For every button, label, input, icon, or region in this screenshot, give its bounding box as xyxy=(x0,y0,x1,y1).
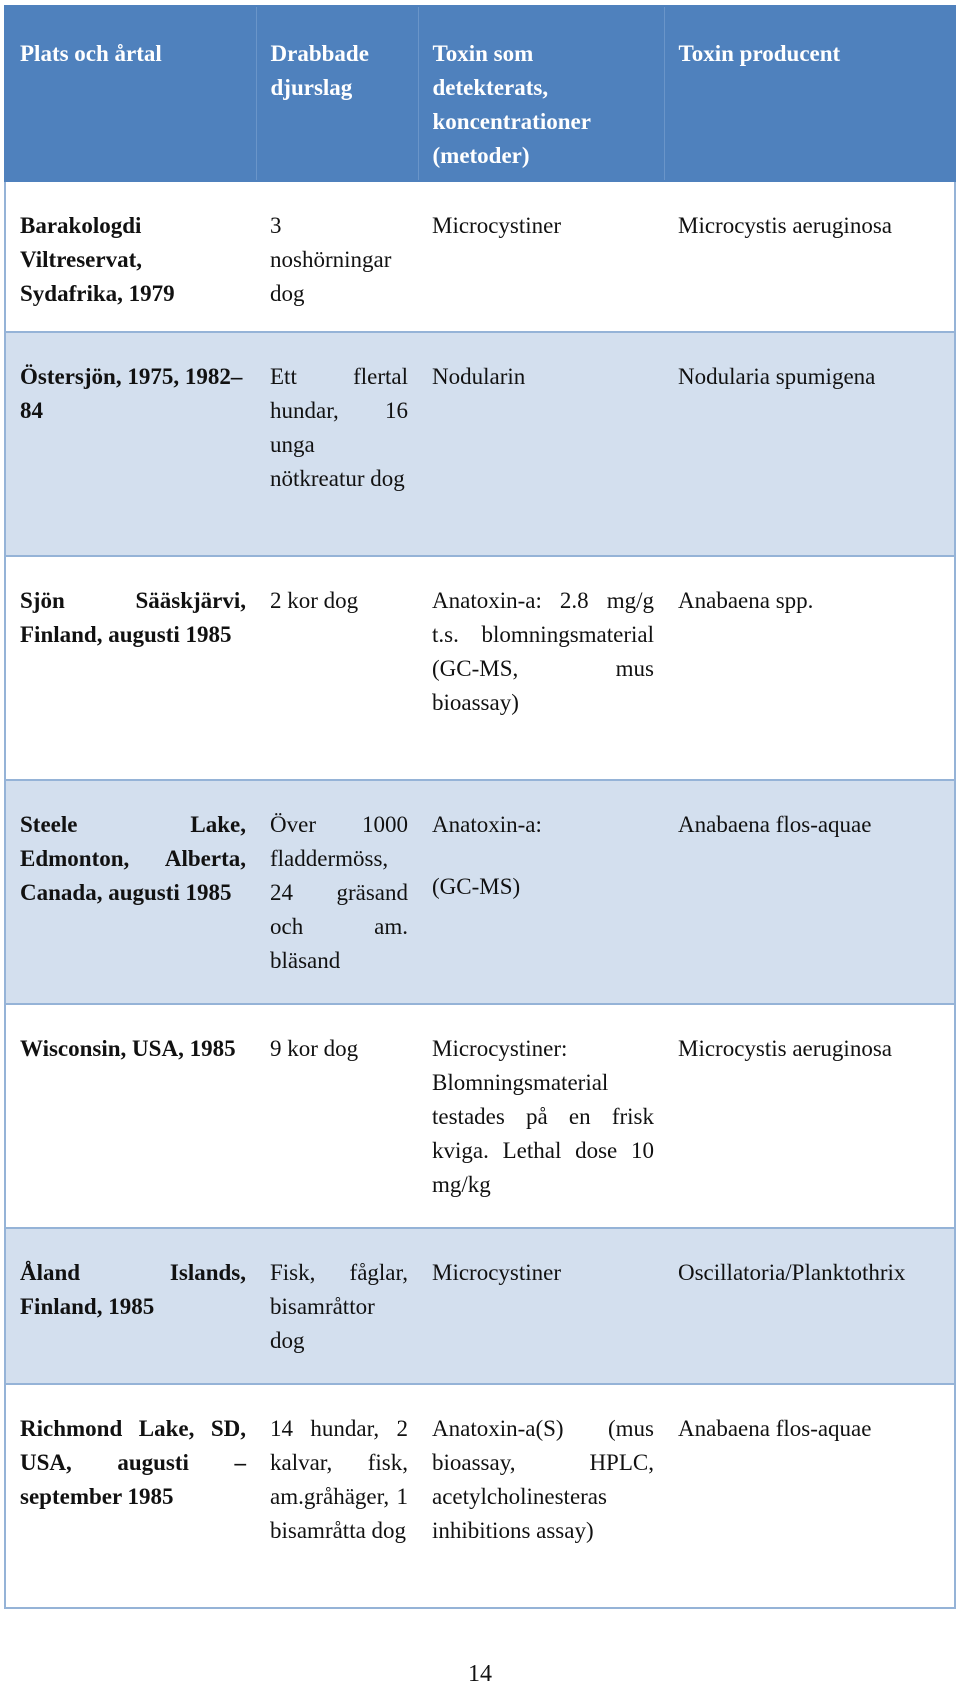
cell-toxin: Anatoxin-a: 2.8 mg/g t.s. blomningsmaterial (GC-MS, mus bioassay) xyxy=(418,556,664,780)
cell-place: Barakologdi Viltreservat, Sydafrika, 1979 xyxy=(5,181,256,332)
cell-producer: Nodularia spumigena xyxy=(664,332,955,556)
cell-place: Richmond Lake, SD, USA, augusti –september 1985 xyxy=(5,1384,256,1608)
header-toxin: Toxin som detekterats, koncentrationer (metoder) xyxy=(418,6,664,181)
cell-toxin: Nodularin xyxy=(418,332,664,556)
cell-producer: Anabaena flos-aquae xyxy=(664,1384,955,1608)
page-number: 14 xyxy=(468,1661,492,1687)
toxin-incidents-table xyxy=(4,5,956,1609)
cell-place: Sjön Sääskjärvi, Finland, augusti 1985 xyxy=(5,556,256,780)
toxin-label: Anatoxin-a: xyxy=(432,812,542,837)
cell-animals: 3 noshörningar dog xyxy=(256,181,418,332)
header-place: Plats och årtal xyxy=(5,6,256,181)
table-row xyxy=(5,181,955,332)
cell-producer: Microcystis aeruginosa xyxy=(664,1004,955,1228)
table-row xyxy=(5,780,955,1004)
cell-animals: Fisk, fåglar, bisamråttor dog xyxy=(256,1228,418,1384)
table-row xyxy=(5,1384,955,1608)
cell-producer: Oscillatoria/Planktothrix xyxy=(664,1228,955,1384)
table-header xyxy=(5,6,955,181)
cell-animals: Ett flertal hundar, 16 unga nötkreatur dog xyxy=(256,332,418,556)
toxin-method: (GC-MS) xyxy=(432,874,521,899)
table-row xyxy=(5,332,955,556)
cell-place: Steele Lake, Edmonton, Alberta, Canada, augusti 1985 xyxy=(5,780,256,1004)
header-producer: Toxin producent xyxy=(664,6,955,181)
cell-producer: Anabaena spp. xyxy=(664,556,955,780)
cell-animals: Över 1000 fladdermöss, 24 gräsand och am. bläsand xyxy=(256,780,418,1004)
cell-animals: 2 kor dog xyxy=(256,556,418,780)
header-row xyxy=(5,6,955,181)
table-row xyxy=(5,1228,955,1384)
cell-toxin xyxy=(418,780,664,1004)
cell-place: Åland Islands, Finland, 1985 xyxy=(5,1228,256,1384)
cell-toxin: Microcystiner xyxy=(418,181,664,332)
cell-toxin: Anatoxin-a(S) (mus bioassay, HPLC, acetylcholinesteras inhibitions assay) xyxy=(418,1384,664,1608)
cell-animals: 9 kor dog xyxy=(256,1004,418,1228)
table-row xyxy=(5,1004,955,1228)
table-row xyxy=(5,556,955,780)
cell-place: Östersjön, 1975, 1982–84 xyxy=(5,332,256,556)
header-animals: Drabbade djurslag xyxy=(256,6,418,181)
cell-producer: Anabaena flos-aquae xyxy=(664,780,955,1004)
cell-toxin: Microcystiner: Blomningsmaterial testades på en frisk kviga. Lethal dose 10 mg/kg xyxy=(418,1004,664,1228)
table-body xyxy=(5,181,955,1608)
cell-toxin: Microcystiner xyxy=(418,1228,664,1384)
cell-place: Wisconsin, USA, 1985 xyxy=(5,1004,256,1228)
cell-producer: Microcystis aeruginosa xyxy=(664,181,955,332)
toxin-incidents-table-wrapper xyxy=(4,5,954,1609)
cell-animals: 14 hundar, 2 kalvar, fisk, am.gråhäger, 1 bisamråtta dog xyxy=(256,1384,418,1608)
